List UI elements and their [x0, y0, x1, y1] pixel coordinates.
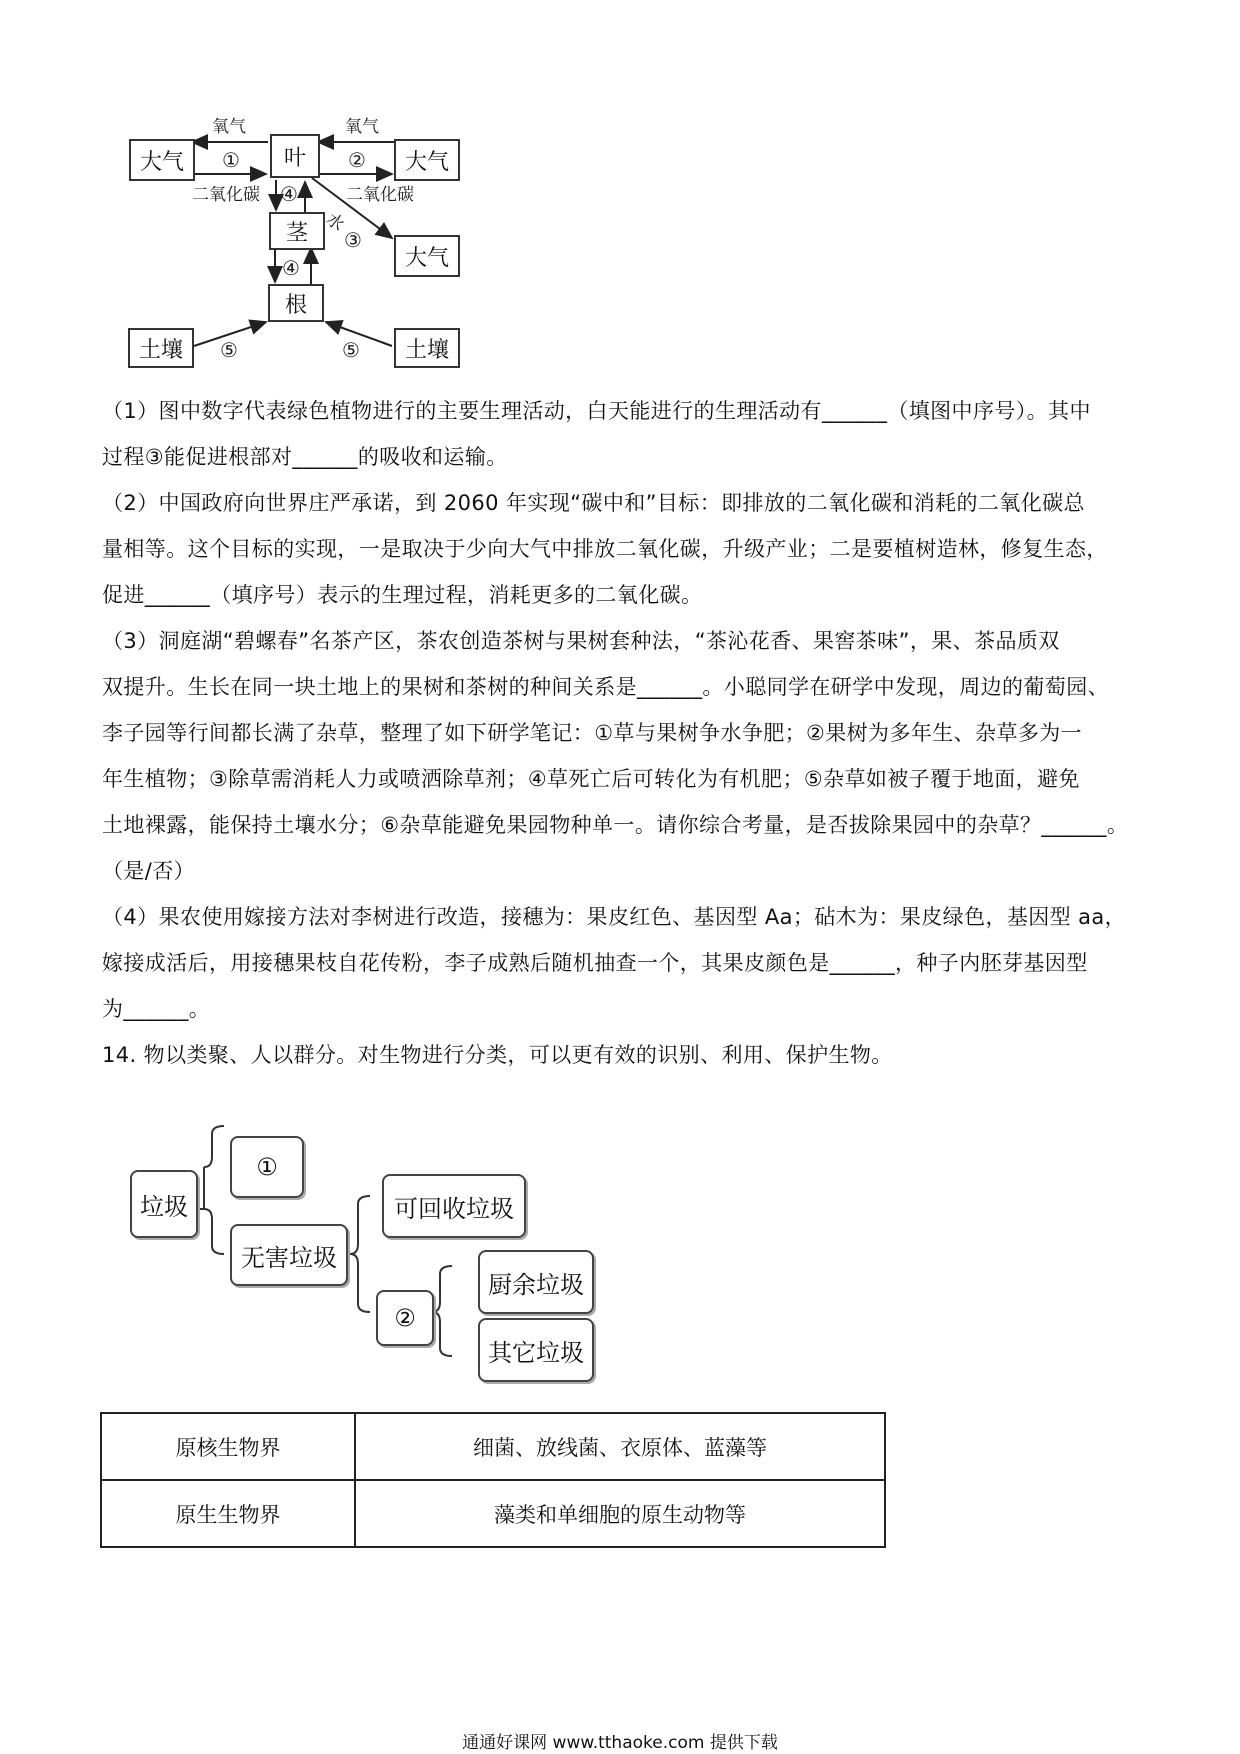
process-5-label-right: ⑤ — [342, 338, 360, 362]
root-box: 根 — [268, 284, 324, 322]
q1-line-1: （1）图中数字代表绿色植物进行的主要生理活动，白天能进行的生理活动有______（填图中序号）。其中 — [102, 399, 1091, 423]
process-3-label: ③ — [344, 228, 362, 252]
q1-line-2: 过程③能促进根部对______的吸收和运输。 — [102, 445, 508, 469]
table-cell-examples: 细菌、放线菌、衣原体、蓝藻等 — [355, 1413, 885, 1480]
question-14-stem: 14. 物以类聚、人以群分。对生物进行分类，可以更有效的识别、利用、保护生物。 — [102, 1043, 893, 1067]
leaf-box: 叶 — [270, 134, 320, 178]
soil-box-left: 土壤 — [128, 328, 194, 368]
q2-line-2: 量相等。这个目标的实现，一是取决于少向大气中排放二氧化碳，升级产业；二是要植树造林，修复生态， — [102, 537, 1108, 561]
process-2-label: ② — [348, 148, 366, 172]
other-waste-node: 其它垃圾 — [478, 1318, 594, 1382]
q4-line-3: 为______。 — [102, 997, 211, 1021]
atmosphere-box-lower-right: 大气 — [394, 235, 460, 277]
soil-box-right: 土壤 — [394, 328, 460, 368]
q3-line-1: （3）洞庭湖“碧螺春”名茶产区，茶农创造茶树与果树套种法，“茶沁花香、果窖茶味”，果、茶品质双 — [102, 629, 1060, 653]
atmosphere-box-right: 大气 — [394, 139, 460, 181]
garbage-node: 垃圾 — [130, 1170, 198, 1238]
q3-line-4: 年生植物；③除草需消耗人力或喷洒除草剂；④草死亡后可转化为有机肥；⑤杂草如被子覆于地面，避免 — [102, 767, 1080, 791]
q2-line-1: （2）中国政府向世界庄严承诺，到 2060 年实现“碳中和”目标：即排放的二氧化碳和消耗的二氧化碳总 — [102, 491, 1085, 515]
stem-box: 茎 — [269, 212, 325, 250]
oxygen-label-right: 氧气 — [345, 117, 379, 137]
q4-line-2: 嫁接成活后，用接穗果枝自花传粉，李子成熟后随机抽查一个，其果皮颜色是______，种子内胚芽基因型 — [102, 951, 1088, 975]
co2-label-left: 二氧化碳 — [192, 185, 260, 205]
harmless-garbage-node: 无害垃圾 — [230, 1224, 348, 1286]
process-4-label-lower: ④ — [282, 256, 300, 280]
q3-line-5: 土地裸露，能保持土壤水分；⑥杂草能避免果园物种单一。请你综合考量，是否拔除果园中的杂草？______。 — [102, 813, 1129, 837]
co2-label-right: 二氧化碳 — [346, 185, 414, 205]
recyclable-garbage-node: 可回收垃圾 — [382, 1174, 526, 1238]
process-1-label: ① — [222, 148, 240, 172]
process-4-label-upper: ④ — [280, 182, 298, 206]
kitchen-waste-node: 厨余垃圾 — [478, 1250, 594, 1314]
page-footer: 通通好课网 www.tthaoke.com 提供下载 — [462, 1733, 778, 1753]
category-1-node: ① — [230, 1136, 304, 1198]
question-13-body — [102, 388, 1142, 1078]
q3-line-3: 李子园等行间都长满了杂草，整理了如下研学笔记：①草与果树争水争肥；②果树为多年生、杂草多为一 — [102, 721, 1083, 745]
process-5-label-left: ⑤ — [220, 338, 238, 362]
q3-line-2: 双提升。生长在同一块土地上的果树和茶树的种间关系是______。小聪同学在研学中发现，周边的葡萄园、 — [102, 675, 1109, 699]
table-cell-kingdom: 原生生物界 — [101, 1480, 355, 1547]
table-row — [101, 1413, 885, 1480]
category-2-node: ② — [376, 1290, 434, 1346]
q4-line-1: （4）果农使用嫁接方法对李树进行改造，接穗为：果皮红色、基因型 Aa；砧木为：果皮绿色，基因型 aa， — [102, 905, 1127, 929]
kingdom-table — [100, 1412, 886, 1548]
table-cell-kingdom: 原核生物界 — [101, 1413, 355, 1480]
table-row — [101, 1480, 885, 1547]
q2-line-3: 促进______（填序号）表示的生理过程，消耗更多的二氧化碳。 — [102, 583, 703, 607]
water-label: 水 — [322, 209, 348, 236]
q3-line-6: （是/否） — [102, 859, 196, 883]
table-cell-examples: 藻类和单细胞的原生动物等 — [355, 1480, 885, 1547]
oxygen-label-left: 氧气 — [212, 117, 246, 137]
atmosphere-box-left: 大气 — [129, 139, 195, 181]
